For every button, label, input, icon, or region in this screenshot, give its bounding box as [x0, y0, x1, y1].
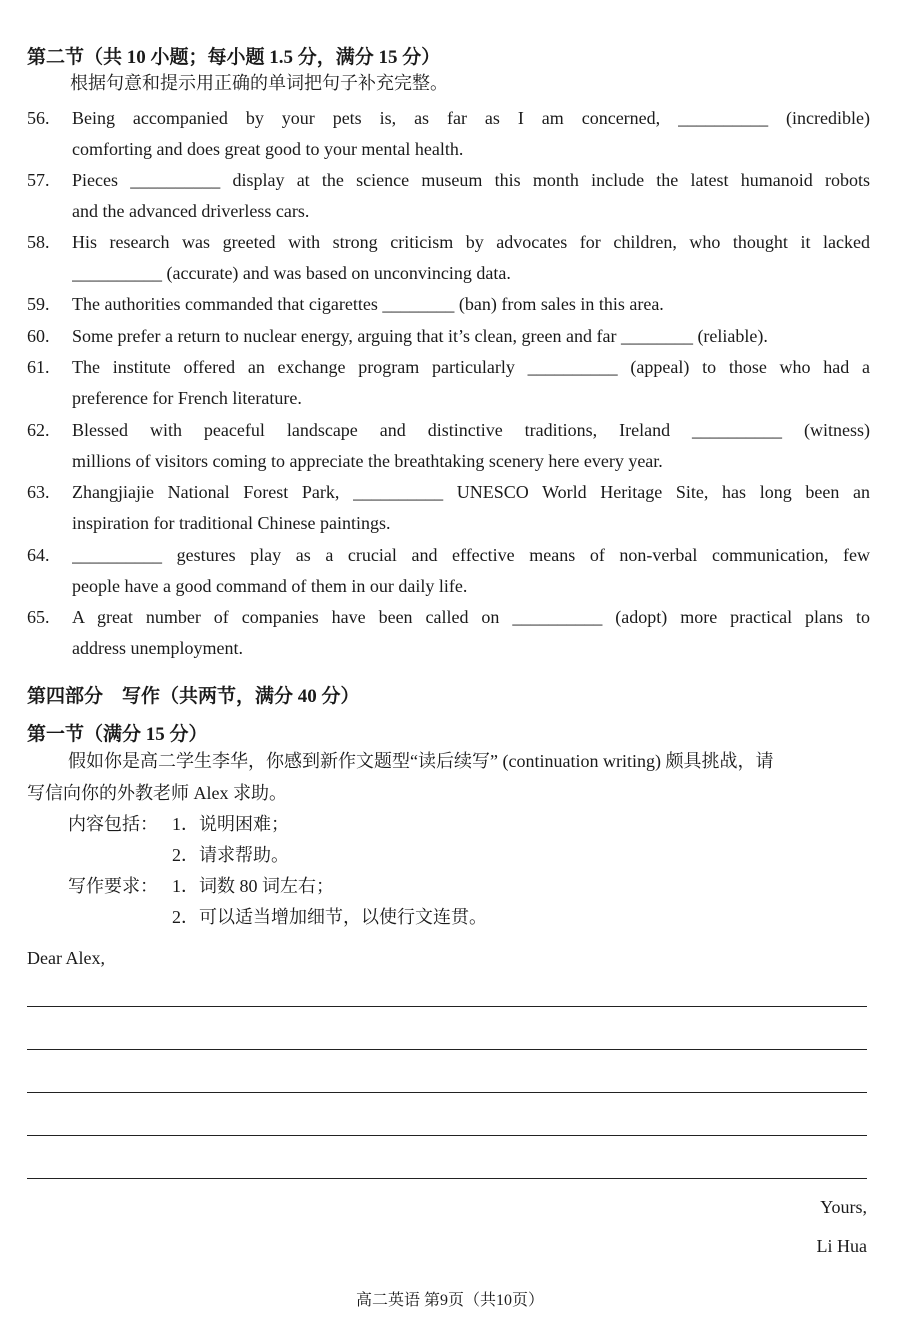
section2-heading: 第二节（共 10 小题；每小题 1.5 分，满分 15 分） [27, 47, 441, 68]
writing-section1-heading: 第一节（满分 15 分） [27, 724, 208, 745]
writing-line[interactable] [27, 1135, 867, 1136]
question-text-line: address unemployment. [72, 638, 243, 658]
question-number: 57. [27, 170, 50, 190]
section2-instruction: 根据句意和提示用正确的单词把句子补充完整。 [70, 73, 448, 93]
question-text-line: people have a good command of them in our daily life. [72, 576, 468, 596]
writing-line[interactable] [27, 1092, 867, 1093]
question-text-line: The institute offered an exchange program particularly __________ (appeal) to those who had a [72, 357, 870, 377]
question-text-line: comforting and does great good to your mental health. [72, 139, 464, 159]
question-text-line: His research was greeted with strong criticism by advocates for children, who thought it lacked [72, 232, 870, 252]
question-text-line: A great number of companies have been called on __________ (adopt) more practical plans to [72, 607, 870, 627]
question-number: 61. [27, 357, 50, 377]
question-number: 64. [27, 545, 50, 565]
question-text-line: Some prefer a return to nuclear energy, arguing that it’s clean, green and far ________ (reliable). [72, 326, 768, 346]
requirements-label: 写作要求： [68, 876, 158, 896]
writing-line[interactable] [27, 1049, 867, 1050]
question-text-line: Zhangjiajie National Forest Park, __________ UNESCO World Heritage Site, has long been an [72, 482, 870, 502]
requirement-item: 1．词数 80 词左右； [172, 876, 334, 896]
question-text-line: millions of visitors coming to appreciate the breathtaking scenery here every year. [72, 451, 663, 471]
question-text-line: The authorities commanded that cigarettes ________ (ban) from sales in this area. [72, 294, 664, 314]
writing-line[interactable] [27, 1178, 867, 1179]
writing-prompt-line2: 写信向你的外教老师 Alex 求助。 [27, 783, 287, 803]
question-text-line: Being accompanied by your pets is, as far as I am concerned, __________ (incredible) [72, 108, 870, 128]
requirement-item: 2．可以适当增加细节，以使行文连贯。 [172, 907, 487, 927]
question-text-line: __________ (accurate) and was based on unconvincing data. [72, 263, 511, 283]
part4-heading: 第四部分 写作（共两节，满分 40 分） [27, 686, 360, 707]
content-label: 内容包括： [68, 814, 158, 834]
question-number: 56. [27, 108, 50, 128]
question-text-line: preference for French literature. [72, 388, 302, 408]
question-text-line: __________ gestures play as a crucial and effective means of non-verbal communication, few [72, 545, 870, 565]
question-number: 58. [27, 232, 50, 252]
question-number: 63. [27, 482, 50, 502]
letter-greeting: Dear Alex, [27, 948, 105, 968]
question-number: 60. [27, 326, 50, 346]
content-item: 2．请求帮助。 [172, 845, 289, 865]
content-item: 1．说明困难； [172, 814, 289, 834]
question-number: 65. [27, 607, 50, 627]
question-number: 59. [27, 294, 50, 314]
question-text-line: inspiration for traditional Chinese paintings. [72, 513, 391, 533]
question-number: 62. [27, 420, 50, 440]
letter-signature: Li Hua [816, 1236, 867, 1256]
page-footer: 高二英语 第9页（共10页） [355, 1292, 544, 1309]
question-text-line: Pieces __________ display at the science museum this month include the latest humanoid robots [72, 170, 870, 190]
writing-prompt-line1: 假如你是高二学生李华，你感到新作文题型“读后续写” (continuation writing) 颇具挑战，请 [68, 751, 774, 771]
question-text-line: and the advanced driverless cars. [72, 201, 310, 221]
letter-closing: Yours, [820, 1197, 867, 1217]
writing-line[interactable] [27, 1006, 867, 1007]
question-text-line: Blessed with peaceful landscape and distinctive traditions, Ireland __________ (witness) [72, 420, 870, 440]
